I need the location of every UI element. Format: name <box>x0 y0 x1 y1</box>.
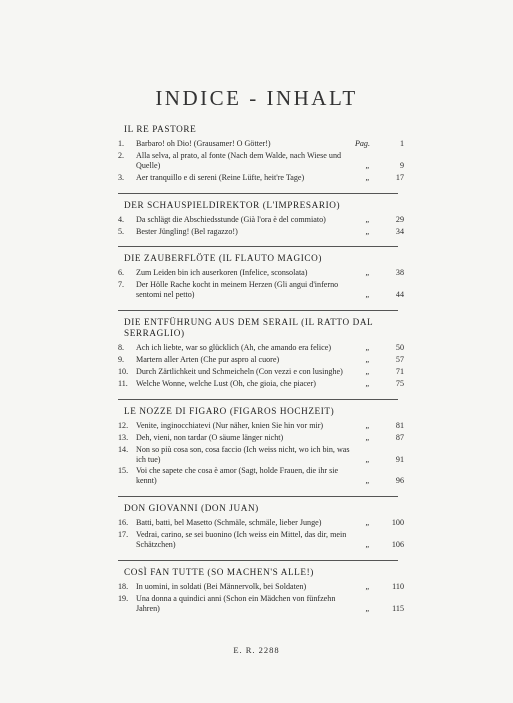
toc-entry <box>118 366 404 377</box>
toc-entry <box>118 378 404 389</box>
toc-section <box>118 193 404 244</box>
page-marker: „ <box>365 343 370 353</box>
page-marker: „ <box>365 476 370 486</box>
toc-entry <box>118 581 404 592</box>
entry-text-block <box>118 518 398 528</box>
page-marker: „ <box>365 420 370 430</box>
page-number: 75 <box>395 378 404 388</box>
entry-number: 12. <box>118 420 129 430</box>
page-number: 100 <box>391 518 404 528</box>
page-number: 71 <box>395 366 404 376</box>
page-marker: „ <box>365 160 370 170</box>
entry-title: Voi che sapete che cosa è amor (Sagt, holde Frauen, die ihr sie kennt) <box>136 466 339 486</box>
page-number: 1 <box>399 139 404 148</box>
section-heading: IL RE PASTORE <box>124 124 197 134</box>
section-heading: DIE ENTFÜHRUNG AUS DEM SERAIL (IL RATTO DAL SERRAGLIO) <box>124 317 373 339</box>
entry-title: Aer tranquillo e di sereni (Reine Lüfte, heit're Tage) <box>136 172 305 182</box>
toc-entry <box>118 466 404 486</box>
section-spacer <box>118 552 398 557</box>
toc-section <box>118 560 404 621</box>
entry-number: 18. <box>118 581 129 591</box>
entry-text-block <box>118 227 398 237</box>
entry-number: 3. <box>118 172 125 182</box>
entry-title: Barbaro! oh Dio! (Grausamer! O Götter!) <box>136 139 271 148</box>
section-spacer <box>118 391 398 396</box>
entry-title: Una donna a quindici anni (Schon ein Mädchen von fünfzehn Jahren) <box>136 593 336 613</box>
entry-number: 11. <box>118 378 128 388</box>
entry-text-block <box>118 433 398 443</box>
section-heading: LE NOZZE DI FIGARO (FIGAROS HOCHZEIT) <box>124 405 335 416</box>
section-divider <box>118 193 398 194</box>
section-divider <box>118 399 398 400</box>
toc-entry <box>118 214 404 225</box>
toc-entry <box>118 226 404 237</box>
entry-number: 16. <box>118 518 129 528</box>
toc-entry <box>118 280 404 300</box>
entry-number: 17. <box>118 530 129 540</box>
page-title: INDICE - INHALT <box>155 86 358 110</box>
page-number: 96 <box>395 476 404 486</box>
page-marker: „ <box>365 366 370 376</box>
table-of-contents <box>118 124 404 621</box>
entry-number: 1. <box>118 139 125 148</box>
toc-entry <box>118 268 404 278</box>
section-heading: DIE ZAUBERFLÖTE (IL FLAUTO MAGICO) <box>124 253 323 264</box>
entry-title: Der Hölle Rache kocht in meinem Herzen (Gli angui d'inferno sentomi nel petto) <box>136 280 339 300</box>
page-marker: „ <box>365 454 370 464</box>
page-marker: „ <box>365 290 370 300</box>
section-spacer <box>118 238 398 243</box>
entry-title: Vedrai, carino, se sei buonino (Ich weiss ein Mittel, das dir, mein Schätzchen) <box>136 530 347 550</box>
page-number: 115 <box>392 603 404 613</box>
page-number: 50 <box>395 343 404 353</box>
entry-title: Zum Leiden bin ich auserkoren (Infelice, sconsolata) <box>136 268 308 278</box>
page-number: 110 <box>392 581 404 591</box>
entry-number: 4. <box>118 214 125 224</box>
toc-section <box>118 399 404 493</box>
page-number: 34 <box>395 226 404 236</box>
page-marker: „ <box>365 226 370 236</box>
toc-entry <box>118 530 404 550</box>
entry-text-block <box>118 582 398 592</box>
page-number: 57 <box>395 355 404 365</box>
entry-title: Martern aller Arten (Che pur aspro al cuore) <box>136 355 280 365</box>
toc-section <box>118 124 404 190</box>
entry-number: 6. <box>118 268 125 278</box>
entry-title: Non so più cosa son, cosa faccio (Ich weiss nicht, wo ich bin, was ich tue) <box>136 444 350 464</box>
page-number: 106 <box>391 540 404 550</box>
section-divider <box>118 496 398 497</box>
entry-title: In uomini, in soldati (Bei Männervolk, bei Soldaten) <box>136 581 307 591</box>
entry-text-block <box>118 445 398 465</box>
entry-text-block <box>118 280 398 300</box>
page-marker: „ <box>365 355 370 365</box>
entry-title: Da schlägt die Abschiedsstunde (Già l'ora è del commiato) <box>136 214 326 224</box>
section-divider <box>118 246 398 247</box>
entry-number: 9. <box>118 355 125 365</box>
entry-number: 10. <box>118 366 129 376</box>
entry-title: Bester Jüngling! (Bel ragazzo!) <box>136 226 238 236</box>
entry-number: 14. <box>118 444 129 454</box>
page-number: 81 <box>395 420 404 430</box>
page-number: 87 <box>395 432 404 442</box>
page-number: 91 <box>395 454 404 464</box>
entry-title: Ach ich liebte, war so glücklich (Ah, che amando era felice) <box>136 343 332 353</box>
entry-number: 8. <box>118 343 125 353</box>
entry-title: Durch Zärtlichkeit und Schmeicheln (Con vezzi e con lusinghe) <box>136 366 343 376</box>
toc-section <box>118 246 404 307</box>
entry-text-block <box>118 379 398 389</box>
section-spacer <box>118 616 398 621</box>
toc-entry <box>118 150 404 171</box>
page-marker: „ <box>365 581 370 591</box>
section-heading: DER SCHAUSPIELDIREKTOR (L'IMPRESARIO) <box>124 199 341 210</box>
entry-title: Deh, vieni, non tardar (O säume länger nicht) <box>136 432 284 442</box>
page-number: 17 <box>395 172 404 182</box>
toc-entry <box>118 343 404 353</box>
toc-section <box>118 496 404 557</box>
section-heading: DON GIOVANNI (DON JUAN) <box>124 503 259 514</box>
page-number: 9 <box>399 160 404 170</box>
section-spacer <box>118 488 398 493</box>
entry-title: Venite, inginocchiatevi (Nur näher, knien Sie hin vor mir) <box>136 420 324 430</box>
entry-text-block <box>118 367 398 377</box>
entry-text-block <box>118 151 398 171</box>
page-marker: „ <box>365 268 370 278</box>
toc-entry <box>118 444 404 465</box>
entry-text-block <box>118 343 398 353</box>
page-marker: „ <box>365 540 370 550</box>
entry-number: 15. <box>118 466 129 476</box>
section-spacer <box>118 185 398 190</box>
entry-text-block <box>118 355 398 365</box>
page-marker: „ <box>365 518 370 528</box>
entry-text-block <box>118 173 398 183</box>
toc-entry <box>118 432 404 443</box>
plate-number: E. R. 2288 <box>233 645 280 655</box>
toc-entry <box>118 593 404 614</box>
page-marker: „ <box>365 214 370 224</box>
page-number: 38 <box>395 268 404 278</box>
toc-section <box>118 310 404 396</box>
section-divider <box>118 310 398 311</box>
entry-text-block <box>118 466 398 486</box>
section-spacer <box>118 302 398 307</box>
section-divider <box>118 560 398 561</box>
entry-number: 19. <box>118 593 129 603</box>
page-marker: „ <box>365 432 370 442</box>
page-marker: „ <box>365 172 370 182</box>
entry-text-block <box>118 215 398 225</box>
toc-entry <box>118 518 404 528</box>
section-heading: COSÌ FAN TUTTE (SO MACHEN'S ALLE!) <box>124 566 314 577</box>
entry-number: 7. <box>118 280 125 290</box>
entry-text-block <box>118 421 398 431</box>
entry-number: 2. <box>118 150 125 160</box>
entry-text-block <box>118 268 398 278</box>
entry-text-block <box>118 530 398 550</box>
entry-text-block <box>118 594 398 614</box>
page-number: 29 <box>395 214 404 224</box>
toc-entry <box>118 172 404 183</box>
entry-number: 13. <box>118 432 129 442</box>
page-marker: Pag. <box>354 139 370 148</box>
toc-entry <box>118 139 404 149</box>
page-marker: „ <box>365 603 370 613</box>
page-marker: „ <box>365 378 370 388</box>
entry-title: Alla selva, al prato, al fonte (Nach dem Walde, nach Wiese und Quelle) <box>136 150 342 170</box>
entry-title: Welche Wonne, welche Lust (Oh, che gioia, che piacer) <box>136 378 316 388</box>
page-number: 44 <box>395 290 404 300</box>
toc-entry <box>118 355 404 365</box>
entry-title: Batti, batti, bel Masetto (Schmäle, schmäle, lieber Junge) <box>136 518 322 528</box>
toc-entry <box>118 420 404 431</box>
entry-number: 5. <box>118 226 125 236</box>
